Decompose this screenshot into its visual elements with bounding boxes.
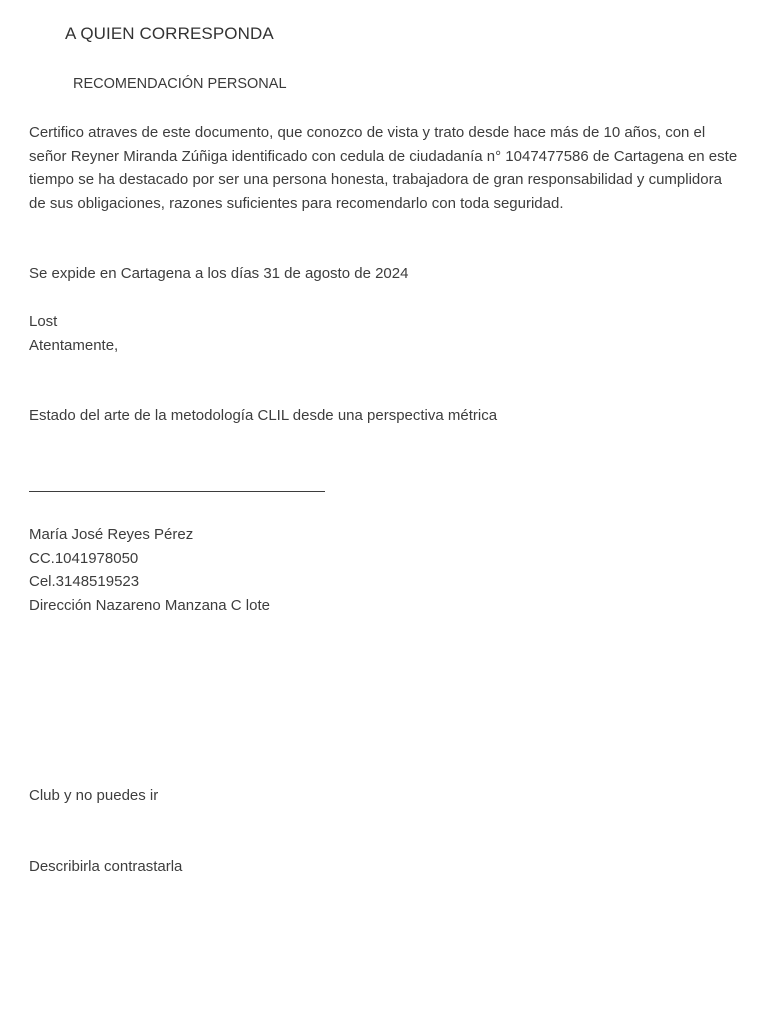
signer-phone: Cel.3148519523 <box>29 573 140 590</box>
extra-line-text: Estado del arte de la metodología CLIL desde una perspectiva métrica <box>29 407 498 424</box>
note-text-2: Describirla contrastarla <box>29 858 183 875</box>
signer-address: Dirección Nazareno Manzana C lote <box>29 597 270 614</box>
page-title: A QUIEN CORRESPONDA <box>65 24 274 43</box>
signature-line <box>29 491 325 492</box>
note-text-1: Club y no puedes ir <box>29 787 159 804</box>
document-subtitle: RECOMENDACIÓN PERSONAL <box>73 76 287 92</box>
signer-name: María José Reyes Pérez <box>29 526 194 543</box>
signer-cc: CC.1041978050 <box>29 550 139 567</box>
recommendation-paragraph: Certifico atraves de este documento, que conozco de vista y trato desde hace más de 10 años, con el señor Reyner Miranda Zúñiga identificado con cedula de ciudadanía n° 1047477586 de Cartagena en este tiempo se ha destacado por ser una persona honesta, trabajadora de gran responsabilidad y cumplidora de sus obligaciones, razones suficientes para recomendarlo con toda seguridad. <box>29 124 738 212</box>
closing-text: Atentamente, <box>29 337 119 354</box>
lost-text: Lost <box>29 313 58 330</box>
issue-statement: Se expide en Cartagena a los días 31 de agosto de 2024 <box>29 265 409 282</box>
